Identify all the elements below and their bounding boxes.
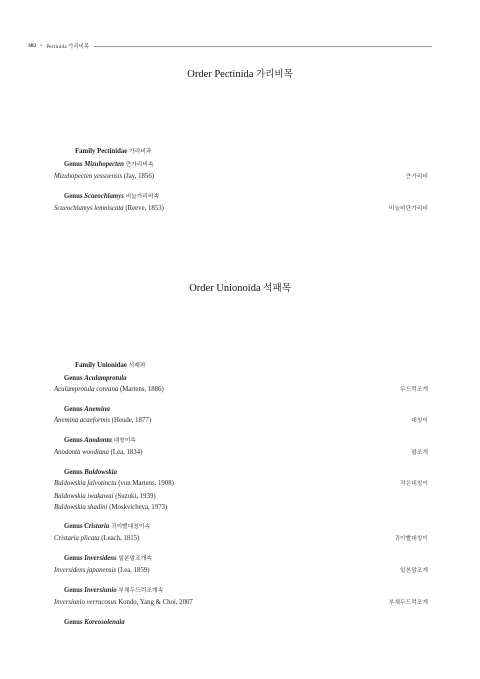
species-row: Anemina acaeformis (Heude, 1877) 대칭이 bbox=[54, 415, 428, 428]
species-row: Buldowskia falvotinctu (von Martens, 1908) 작은대칭이 bbox=[54, 478, 428, 491]
family-heading: Family Pectinidae 가리비과 bbox=[75, 148, 152, 155]
genus-heading: Genus Scaeochlamys 비늘가리비속 bbox=[64, 192, 160, 200]
genus-heading: Genus Cristaria 귀이빨대칭이속 bbox=[64, 522, 151, 530]
running-title: Pectinida 가리비목 bbox=[46, 44, 90, 50]
genus-heading: Genus Mizuhopecten 큰가리비속 bbox=[64, 160, 154, 168]
korean-common-name: 일본말조개 bbox=[400, 568, 428, 574]
page-number: 302 bbox=[28, 43, 37, 49]
species-row: Buldowskia iwakawai (Suzuki, 1939) bbox=[54, 492, 156, 500]
unionoida-list bbox=[54, 360, 428, 628]
species-row: Inversiunio verrucosus Kondo, Yang & Choi, 2007 부채두드럭조개 bbox=[54, 597, 428, 610]
korean-common-name: 대칭이 bbox=[411, 418, 428, 424]
species-row: Buldowskia shadini (Moskvicheva, 1973) bbox=[54, 504, 168, 511]
korean-common-name: 비늘비단가리비 bbox=[388, 206, 428, 212]
order-latin: Order Unionoida bbox=[189, 283, 261, 294]
korean-common-name: 부채두드럭조개 bbox=[388, 600, 428, 606]
korean-common-name: 두드럭조개 bbox=[400, 387, 428, 393]
species-row: Mizuhopecten yessoensis (Jay, 1856) 큰가리비 bbox=[54, 171, 428, 184]
order-korean: 석패목 bbox=[263, 283, 291, 294]
genus-heading: Genus Inversiunio 부채두드럭조개속 bbox=[64, 586, 164, 594]
korean-common-name: 작은대칭이 bbox=[400, 481, 428, 487]
running-header bbox=[28, 42, 432, 50]
genus-heading: Genus Anemina bbox=[64, 405, 110, 413]
genus-heading: Genus Aculamprotula bbox=[64, 374, 127, 382]
species-row: Cristaria plicata (Leach, 1815) 귀이빨대칭이 bbox=[54, 533, 428, 546]
order-title-pectinida bbox=[0, 66, 480, 80]
order-title-unionoida bbox=[0, 280, 480, 294]
genus-heading: Genus Inversidens 일본말조개속 bbox=[64, 554, 153, 562]
species-row: Scaeochlamys lemniscata (Reeve, 1853) 비늘비단가리비 bbox=[54, 203, 428, 216]
bullet-separator: • bbox=[40, 43, 43, 49]
genus-heading: Genus Koreosolenaia bbox=[64, 618, 125, 626]
species-row: Anodonta woodiana (Lea, 1834) 펄조개 bbox=[54, 447, 428, 460]
species-row: Aculamprotula coreana (Martens, 1886) 두드럭조개 bbox=[54, 384, 428, 397]
order-korean: 가리비목 bbox=[256, 69, 293, 80]
pectinida-list bbox=[54, 146, 428, 216]
korean-common-name: 큰가리비 bbox=[405, 174, 428, 180]
korean-common-name: 펄조개 bbox=[411, 450, 428, 456]
genus-heading: Genus Anodonta 대칭이속 bbox=[64, 436, 136, 444]
korean-common-name: 귀이빨대칭이 bbox=[394, 536, 428, 542]
family-heading: Family Unionidae 석패과 bbox=[75, 362, 146, 369]
header-rule bbox=[94, 46, 432, 47]
genus-heading: Genus Buldowskia bbox=[64, 468, 118, 476]
order-latin: Order Pectinida bbox=[187, 69, 254, 80]
species-row: Inversidens japanensis (Lea, 1859) 일본말조개 bbox=[54, 565, 428, 578]
